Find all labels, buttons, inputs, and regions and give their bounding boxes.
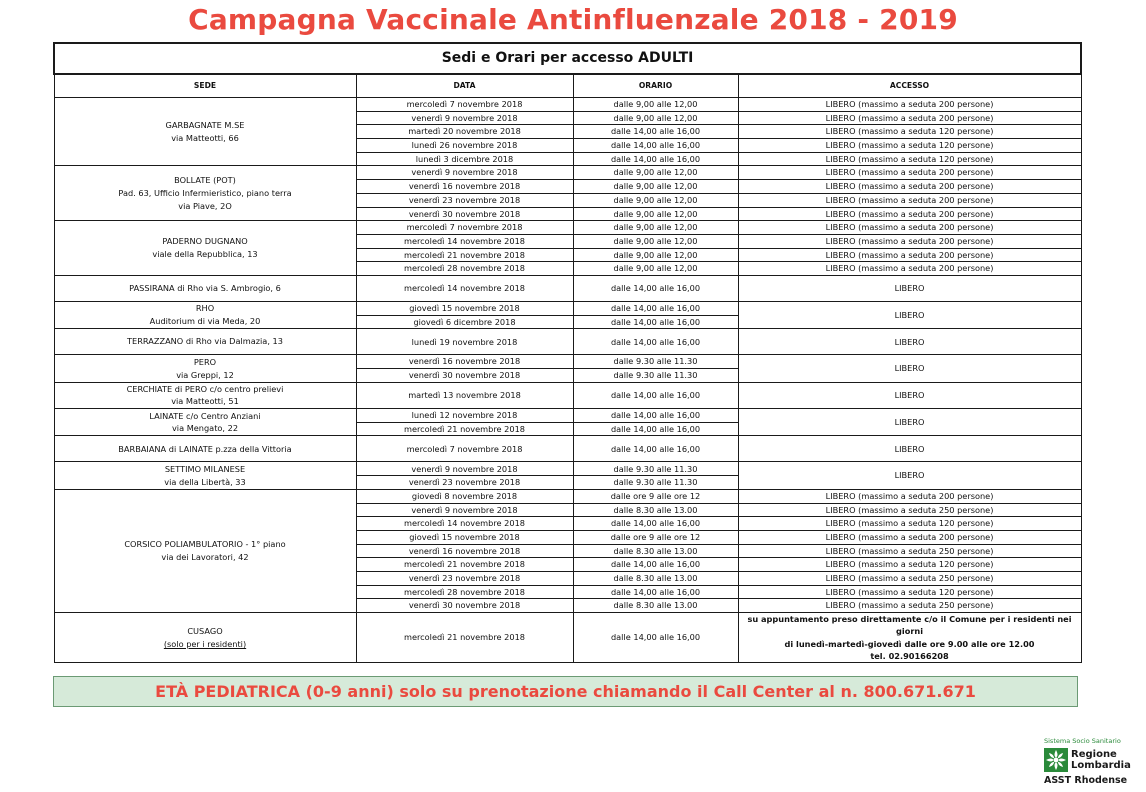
access-cell: LIBERO (massimo a seduta 200 persone) (738, 234, 1081, 248)
access-cell: LIBERO (massimo a seduta 200 persone) (738, 98, 1081, 112)
date-cell: mercoledì 21 novembre 2018 (356, 422, 573, 436)
sede-line: SETTIMO MILANESE (164, 463, 246, 474)
access-cell: LIBERO (massimo a seduta 200 persone) (738, 111, 1081, 125)
logo-system-text: Sistema Socio Sanitario (1044, 737, 1121, 745)
time-cell: dalle ore 9 alle ore 12 (573, 489, 738, 503)
table-row (54, 489, 1081, 503)
time-cell: dalle 14,00 alle 16,00 (573, 558, 738, 572)
page-title: Campagna Vaccinale Antinfluenzale 2018 - 2019 (188, 3, 958, 36)
time-cell: dalle 9.30 alle 11.30 (573, 476, 738, 490)
table-row (54, 166, 1081, 180)
table-row (54, 221, 1081, 235)
table-row (54, 382, 1081, 408)
sede-line: via Greppi, 12 (176, 369, 234, 380)
access-cell: LIBERO (738, 275, 1081, 301)
time-cell: dalle 9,00 alle 12,00 (573, 98, 738, 112)
sede-cell (54, 462, 356, 489)
access-cell: LIBERO (738, 355, 1081, 382)
date-cell: mercoledì 7 novembre 2018 (356, 436, 573, 462)
sede-line: viale della Repubblica, 13 (152, 249, 258, 260)
date-cell: mercoledì 7 novembre 2018 (356, 98, 573, 112)
column-header-sede: SEDE (54, 74, 356, 98)
date-cell: venerdì 16 novembre 2018 (356, 180, 573, 194)
access-cell: LIBERO (massimo a seduta 120 persone) (738, 585, 1081, 599)
access-cell: LIBERO (738, 462, 1081, 489)
time-cell: dalle 14,00 alle 16,00 (573, 301, 738, 315)
access-cell: LIBERO (massimo a seduta 120 persone) (738, 139, 1081, 153)
access-cell: LIBERO (738, 301, 1081, 328)
time-cell: dalle 14,00 alle 16,00 (573, 613, 738, 663)
sede-line: via Matteotti, 51 (171, 396, 239, 407)
sede-line: PADERNO DUGNANO (162, 236, 248, 247)
time-cell: dalle 9,00 alle 12,00 (573, 111, 738, 125)
logo-region-line1: Regione (1071, 749, 1117, 760)
sede-line: GARBAGNATE M.SE (165, 120, 245, 131)
access-cell: LIBERO (massimo a seduta 200 persone) (738, 193, 1081, 207)
sede-cell (54, 489, 356, 612)
sede-cell (54, 275, 356, 301)
time-cell: dalle 8.30 alle 13.00 (573, 599, 738, 613)
sede-cell (54, 221, 356, 276)
regione-lombardia-logo (1042, 737, 1138, 789)
access-cell: LIBERO (massimo a seduta 250 persone) (738, 571, 1081, 585)
sede-line: RHO (195, 303, 215, 314)
access-cell (738, 613, 1081, 663)
sede-line: Auditorium di via Meda, 20 (149, 316, 261, 327)
time-cell: dalle 14,00 alle 16,00 (573, 152, 738, 166)
sede-line: via Piave, 2O (178, 200, 232, 211)
sede-line: CERCHIATE di PERO c/o centro prelievi (126, 383, 284, 394)
date-cell: venerdì 9 novembre 2018 (356, 166, 573, 180)
table-row (54, 275, 1081, 301)
access-cell: LIBERO (massimo a seduta 120 persone) (738, 517, 1081, 531)
date-cell: martedì 13 novembre 2018 (356, 382, 573, 408)
access-line: tel. 02.90166208 (870, 650, 949, 661)
date-cell: mercoledì 21 novembre 2018 (356, 558, 573, 572)
access-line: su appuntamento preso direttamente c/o il Comune per i residenti nei giorni (747, 614, 1072, 637)
table-row (54, 409, 1081, 423)
sede-line: via dei Lavoratori, 42 (161, 551, 249, 562)
access-line: di lunedì-martedì-giovedì dalle ore 9.00 alle ore 12.00 (784, 638, 1035, 649)
date-cell: venerdì 9 novembre 2018 (356, 111, 573, 125)
access-cell: LIBERO (738, 409, 1081, 436)
date-cell: venerdì 23 novembre 2018 (356, 476, 573, 490)
pediatric-banner: ETÀ PEDIATRICA (0-9 anni) solo su prenotazione chiamando il Call Center al n. 800.671.671 (53, 676, 1078, 707)
time-cell: dalle 14,00 alle 16,00 (573, 585, 738, 599)
date-cell: lunedì 12 novembre 2018 (356, 409, 573, 423)
date-cell: venerdì 23 novembre 2018 (356, 193, 573, 207)
date-cell: venerdì 9 novembre 2018 (356, 503, 573, 517)
time-cell: dalle ore 9 alle ore 12 (573, 530, 738, 544)
table-row (54, 98, 1081, 112)
schedule-table (53, 42, 1082, 663)
sede-line: TERRAZZANO di Rho via Dalmazia, 13 (127, 336, 283, 347)
time-cell: dalle 14,00 alle 16,00 (573, 139, 738, 153)
time-cell: dalle 9,00 alle 12,00 (573, 248, 738, 262)
date-cell: venerdì 16 novembre 2018 (356, 544, 573, 558)
access-cell: LIBERO (massimo a seduta 120 persone) (738, 558, 1081, 572)
date-cell: giovedì 6 dicembre 2018 (356, 315, 573, 329)
date-cell: lunedì 3 dicembre 2018 (356, 152, 573, 166)
sede-line: via Mengato, 22 (171, 423, 239, 434)
date-cell: venerdì 30 novembre 2018 (356, 369, 573, 383)
sede-cell (54, 98, 356, 166)
time-cell: dalle 9.30 alle 11.30 (573, 462, 738, 476)
access-cell: LIBERO (738, 436, 1081, 462)
access-cell: LIBERO (massimo a seduta 200 persone) (738, 221, 1081, 235)
time-cell: dalle 14,00 alle 16,00 (573, 422, 738, 436)
table-row (54, 301, 1081, 315)
sede-line: PASSIRANA di Rho via S. Ambrogio, 6 (129, 283, 281, 294)
table-row (54, 436, 1081, 462)
access-cell: LIBERO (738, 329, 1081, 355)
time-cell: dalle 14,00 alle 16,00 (573, 382, 738, 408)
sede-cell (54, 301, 356, 328)
sede-line: LAINATE c/o Centro Anziani (149, 410, 261, 421)
time-cell: dalle 14,00 alle 16,00 (573, 517, 738, 531)
sede-line: BARBAIANA di LAINATE p.zza della Vittoria (118, 443, 292, 454)
sede-cell (54, 436, 356, 462)
access-cell: LIBERO (massimo a seduta 250 persone) (738, 503, 1081, 517)
time-cell: dalle 14,00 alle 16,00 (573, 315, 738, 329)
time-cell: dalle 14,00 alle 16,00 (573, 275, 738, 301)
time-cell: dalle 9,00 alle 12,00 (573, 193, 738, 207)
sede-cell (54, 166, 356, 221)
time-cell: dalle 9,00 alle 12,00 (573, 234, 738, 248)
sede-line: BOLLATE (POT) (174, 175, 236, 186)
date-cell: giovedì 15 novembre 2018 (356, 301, 573, 315)
sede-cell (54, 409, 356, 436)
date-cell: venerdì 30 novembre 2018 (356, 207, 573, 221)
date-cell: giovedì 15 novembre 2018 (356, 530, 573, 544)
time-cell: dalle 14,00 alle 16,00 (573, 125, 738, 139)
sede-line: via Matteotti, 66 (171, 132, 239, 143)
time-cell: dalle 9,00 alle 12,00 (573, 207, 738, 221)
time-cell: dalle 8.30 alle 13.00 (573, 503, 738, 517)
access-cell: LIBERO (massimo a seduta 200 persone) (738, 207, 1081, 221)
sede-cell (54, 329, 356, 355)
table-caption: Sedi e Orari per accesso ADULTI (54, 43, 1081, 74)
sede-cell (54, 613, 356, 663)
access-cell: LIBERO (massimo a seduta 200 persone) (738, 166, 1081, 180)
date-cell: venerdì 23 novembre 2018 (356, 571, 573, 585)
sede-line: CORSICO POLIAMBULATORIO - 1° piano (124, 539, 286, 550)
date-cell: mercoledì 21 novembre 2018 (356, 613, 573, 663)
time-cell: dalle 8.30 alle 13.00 (573, 544, 738, 558)
access-cell: LIBERO (massimo a seduta 200 persone) (738, 180, 1081, 194)
date-cell: mercoledì 7 novembre 2018 (356, 221, 573, 235)
time-cell: dalle 9,00 alle 12,00 (573, 262, 738, 276)
date-cell: lunedì 19 novembre 2018 (356, 329, 573, 355)
time-cell: dalle 14,00 alle 16,00 (573, 329, 738, 355)
access-cell: LIBERO (massimo a seduta 250 persone) (738, 544, 1081, 558)
time-cell: dalle 9.30 alle 11.30 (573, 369, 738, 383)
table-row (54, 462, 1081, 476)
lombardy-rose-icon (1044, 748, 1068, 772)
date-cell: martedì 20 novembre 2018 (356, 125, 573, 139)
date-cell: mercoledì 28 novembre 2018 (356, 262, 573, 276)
date-cell: giovedì 8 novembre 2018 (356, 489, 573, 503)
sede-line: CUSAGO (187, 625, 223, 636)
time-cell: dalle 14,00 alle 16,00 (573, 409, 738, 423)
schedule-body (54, 98, 1081, 663)
date-cell: mercoledì 21 novembre 2018 (356, 248, 573, 262)
date-cell: mercoledì 14 novembre 2018 (356, 234, 573, 248)
access-cell: LIBERO (massimo a seduta 200 persone) (738, 530, 1081, 544)
access-cell: LIBERO (massimo a seduta 200 persone) (738, 262, 1081, 276)
access-cell: LIBERO (massimo a seduta 200 persone) (738, 489, 1081, 503)
table-row (54, 613, 1081, 663)
time-cell: dalle 9,00 alle 12,00 (573, 221, 738, 235)
time-cell: dalle 14,00 alle 16,00 (573, 436, 738, 462)
logo-region-line2: Lombardia (1071, 760, 1131, 771)
sede-cell (54, 355, 356, 382)
access-cell: LIBERO (massimo a seduta 200 persone) (738, 248, 1081, 262)
date-cell: venerdì 9 novembre 2018 (356, 462, 573, 476)
sede-line: via della Libertà, 33 (164, 476, 246, 487)
time-cell: dalle 9.30 alle 11.30 (573, 355, 738, 369)
column-header-orario: ORARIO (573, 74, 738, 98)
date-cell: mercoledì 28 novembre 2018 (356, 585, 573, 599)
date-cell: venerdì 16 novembre 2018 (356, 355, 573, 369)
date-cell: venerdì 30 novembre 2018 (356, 599, 573, 613)
date-cell: mercoledì 14 novembre 2018 (356, 275, 573, 301)
date-cell: lunedì 26 novembre 2018 (356, 139, 573, 153)
access-cell: LIBERO (massimo a seduta 120 persone) (738, 125, 1081, 139)
sede-line: Pad. 63, Ufficio Infermieristico, piano terra (118, 187, 292, 198)
sede-line: PERO (193, 356, 217, 367)
column-header-accesso: ACCESSO (738, 74, 1081, 98)
column-header-data: DATA (356, 74, 573, 98)
sede-cell (54, 382, 356, 408)
sede-line: (solo per i residenti) (163, 638, 247, 649)
time-cell: dalle 8.30 alle 13.00 (573, 571, 738, 585)
access-cell: LIBERO (massimo a seduta 250 persone) (738, 599, 1081, 613)
date-cell: mercoledì 14 novembre 2018 (356, 517, 573, 531)
time-cell: dalle 9,00 alle 12,00 (573, 180, 738, 194)
logo-asst-text: ASST Rhodense (1044, 775, 1128, 786)
time-cell: dalle 9,00 alle 12,00 (573, 166, 738, 180)
table-row (54, 355, 1081, 369)
table-row (54, 329, 1081, 355)
access-cell: LIBERO (738, 382, 1081, 408)
access-cell: LIBERO (massimo a seduta 120 persone) (738, 152, 1081, 166)
